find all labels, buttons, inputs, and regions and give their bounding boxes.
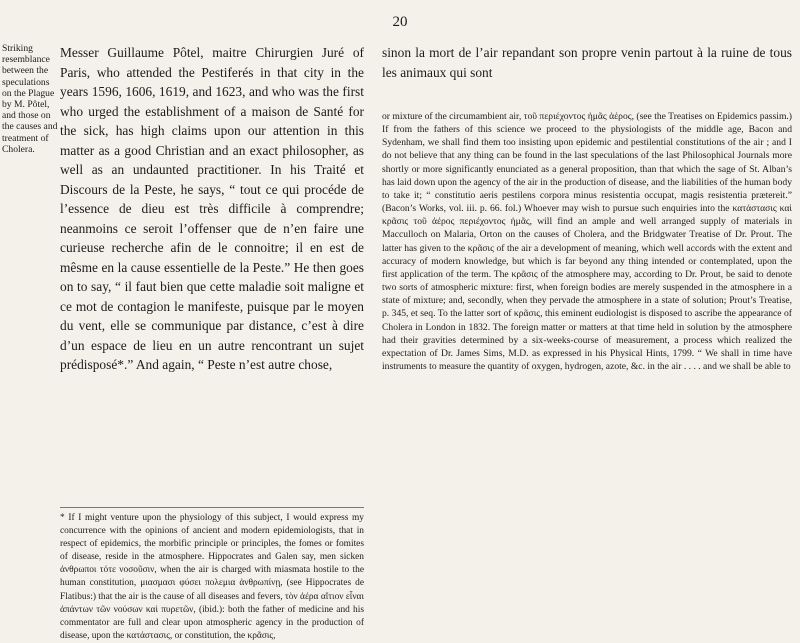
footnote-right-column (382, 110, 792, 373)
right-main-text (382, 43, 792, 82)
main-paragraph: Messer Guillaume Pôtel, maitre Chirurgien Juré of Paris, who attended the Pestiferés in that city in the years 1596, 1606, 1619, and 1623, and who was the first who urged the establishment of a maison de Santé for the sick, has high claims upon our attention in this matter as a good Christian and an exact philosopher, as well as an undaunted practitioner. In his Traité et Discours de la Peste, he says, “ tout ce qui procéde de l’essence de dieu est très difficile à comprendre; neanmoins ce seroit l’offenser que de n’en faire une curieuse recherche afin de le connoitre; il en est de mêsme en la cause essentielle de la Peste.” He then goes on to say, “ il faut bien que cette maladie soit maligne et ce mot de contagion le manifeste, puisque par le moyen du vent, elle se communique par distance, c’est à dire d’un espace de lieu en un autre rencontrant un sujet prédisposé*.” And again, “ Peste n’est autre chose, (60, 45, 364, 372)
footnote-paragraph-left: * If I might venture upon the physiology of this subject, I would express my concurrence with the opinions of ancient and modern epidemiologists, that in respect of epidemics, the morbific principle or principles, the fomes or fomites of disease, reside in the atmosphere. Hippocrates and Galen say, men sicken ἀνθρωποι τότε νοσοῦσιν, when the air is charged with miasmata hostile to the human constitution, μιασμασι φύσει πολεμια ἀνθρωπίνῃ, (see Hippocrates de Flatibus:) that the air is the cause of all diseases and fevers, τὸν ἀέρα αἴτιον εἶναι ἁπάντων τῶν νούσων καὶ πυρετῶν, (ibid.): both the father of medicine and his commentator are full and clear upon atmospheric agency in the production of disease, upon the κατάστασις, or constitution, the κρᾶσις, (60, 513, 364, 641)
footnote-left-column (60, 512, 364, 643)
page-number: 20 (392, 14, 408, 30)
margin-note: Striking resemblance between the speculations on the Plague by M. Pôtel, and those on the causes and treatment of Cholera. (2, 43, 58, 155)
right-main-paragraph: sinon la mort de l’air repandant son propre venin partout à la ruine de tous les animaux qui sont (382, 45, 792, 80)
main-text-column (60, 43, 364, 375)
footnote-divider (60, 507, 364, 508)
footnote-paragraph-right: or mixture of the circumambient air, τοῦ περιέχοντος ἡμᾶς ἀέρος, (see the Treatises on Epidemics passim.) If from the fathers of this science we proceed to the physiologists of the middle age, Bacon and Sydenham, we shall find them too insisting upon epidemic and pestilential constitutions of the air ; and I do not believe that any thing can be found in the last speculations of the last Philosophical Journals more shortly or more significantly enunciated as a general proposition, than that which the sage of St. Alban’s has laid down upon the agency of the air in the production of disease, and the liabilities of the human body to take it; “ constitutio aeris pestilens corpora minus resistentia occupat, magis resistentia prætereit.” (Bacon’s Works, vol. iii. p. 66. fol.) Whoever may wish to pursue such enquiries into the κατάστασις καὶ κρᾶσις τοῦ ἀέρος περιέχοντος ἡμᾶς, will find an ample and well arranged supply of materials in Macculloch on Malaria, Orton on the causes of Cholera, and the Bridgwater Treatise of Dr. Prout. The latter has given to the κρᾶσις of the air a development of meaning, which well accords with the extent and accuracy of modern knowledge, but which is far beyond any thing intended or contemplated, upon the first application of the term. The κρᾶσις of the atmosphere may, according to Dr. Prout, be said to denote two sorts of atmospheric mixture: first, when foreign bodies are merely suspended in the atmosphere in a state of mixture; and, secondly, when they pervade the atmosphere in a state of solution; Prout’s Treatise, p. 345, et seq. To the latter sort of κρᾶσις, this eminent eudiologist is disposed to ascribe the appearance of Cholera in London in 1832. The foreign matter or matters at that time held in solution by the atmosphere had their gravities determined by a six-weeks-course of measurement, a process which realized the expectation of Dr. James Sims, M.D. as expressed in his Physical Hints, 1799. “ We shall in time have instruments to measure the quantity of oxygen, hydrogen, azote, &c. in the air . . . . and we shall be able to (382, 111, 792, 372)
